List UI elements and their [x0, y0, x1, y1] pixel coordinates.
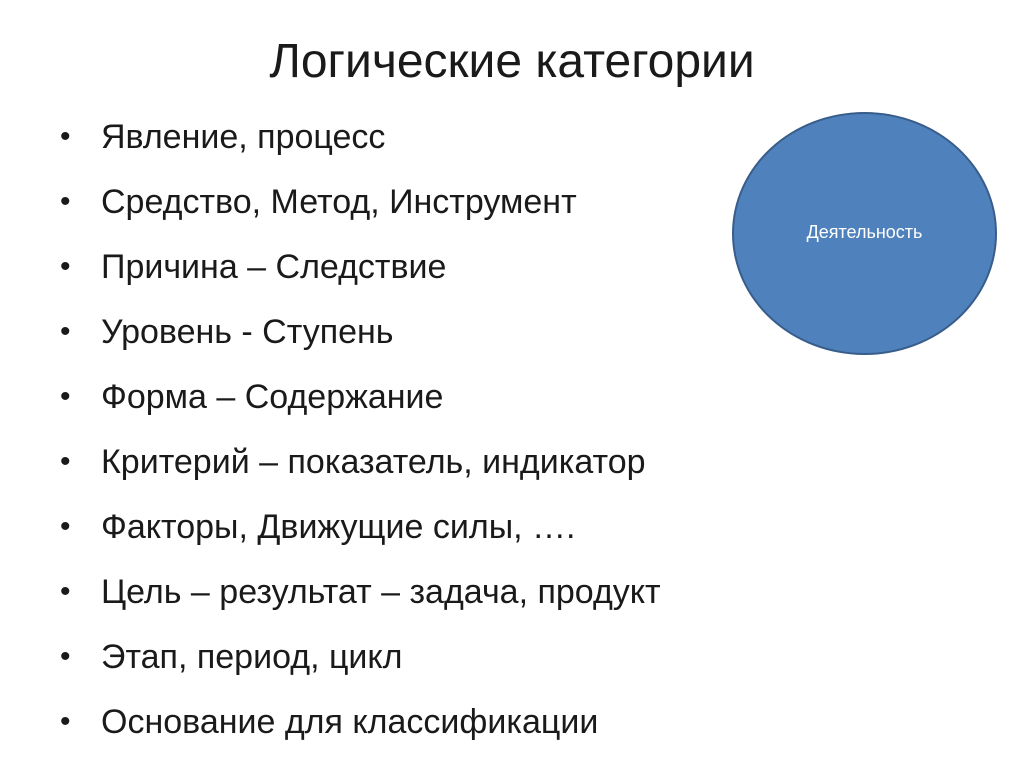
bullet-dot-icon: •	[60, 250, 71, 283]
bullet-dot-icon: •	[60, 575, 71, 608]
bullet-text: Явление, процесс	[101, 118, 386, 156]
slide-title: Логические категории	[269, 35, 755, 88]
bullet-text: Основание для классификации	[101, 703, 599, 741]
bullet-dot-icon: •	[60, 120, 71, 153]
bullet-text: Цель – результат – задача, продукт	[101, 573, 661, 611]
circle-label: Деятельность	[806, 221, 923, 242]
bullet-item	[60, 692, 661, 757]
bullet-dot-icon: •	[60, 315, 71, 348]
bullet-item	[60, 237, 661, 302]
bullet-text: Причина – Следствие	[101, 248, 447, 286]
bullet-item	[60, 302, 661, 367]
bullet-item	[60, 367, 661, 432]
bullet-item	[60, 172, 661, 237]
bullet-item	[60, 562, 661, 627]
activity-circle	[732, 112, 997, 355]
bullet-text: Уровень - Ступень	[101, 313, 394, 351]
bullet-text: Критерий – показатель, индикатор	[101, 443, 646, 481]
bullet-item	[60, 432, 661, 497]
bullet-text: Средство, Метод, Инструмент	[101, 183, 577, 221]
bullet-dot-icon: •	[60, 640, 71, 673]
bullet-item	[60, 627, 661, 692]
bullet-list	[60, 107, 661, 757]
bullet-dot-icon: •	[60, 185, 71, 218]
bullet-text: Этап, период, цикл	[101, 638, 403, 676]
bullet-text: Форма – Содержание	[101, 378, 444, 416]
bullet-text: Факторы, Движущие силы, ….	[101, 508, 576, 546]
bullet-dot-icon: •	[60, 705, 71, 738]
bullet-dot-icon: •	[60, 510, 71, 543]
bullet-item	[60, 497, 661, 562]
bullet-item	[60, 107, 661, 172]
bullet-dot-icon: •	[60, 445, 71, 478]
bullet-dot-icon: •	[60, 380, 71, 413]
